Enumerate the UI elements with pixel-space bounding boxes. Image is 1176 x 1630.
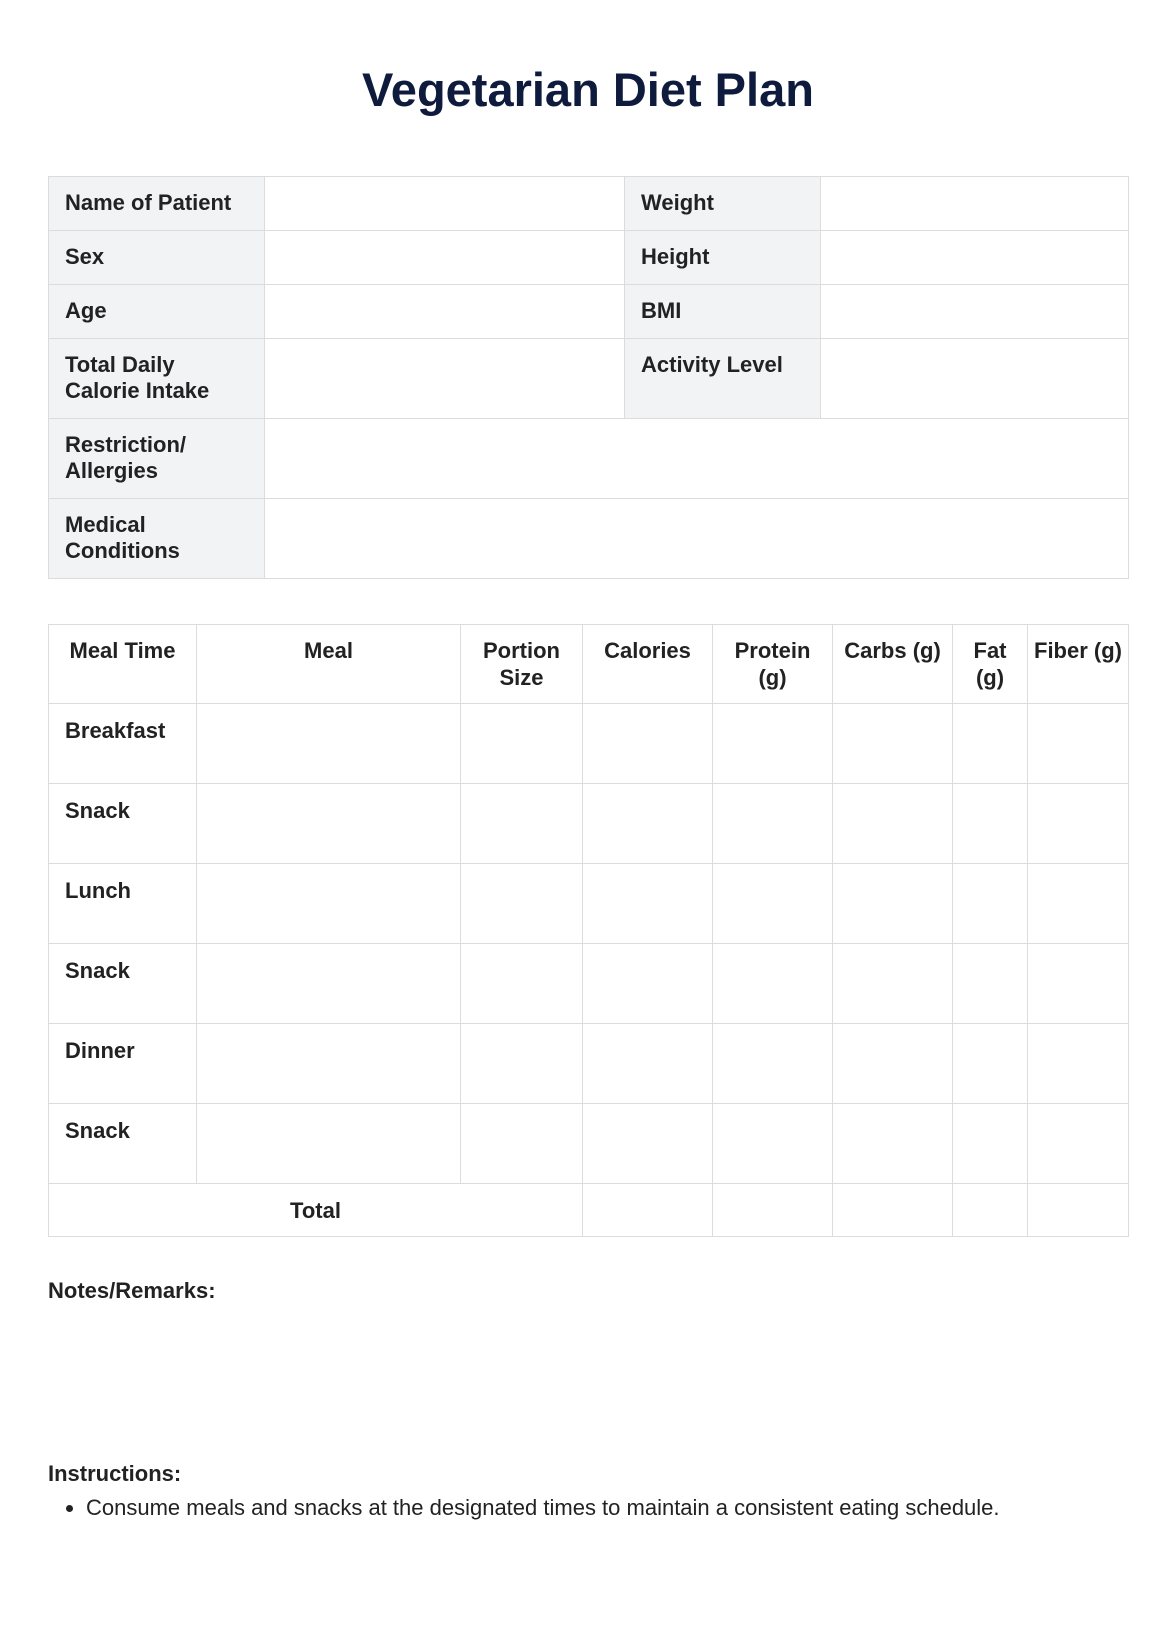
cell[interactable] [197,704,461,784]
cell[interactable] [713,944,833,1024]
info-row [49,339,1129,419]
cell[interactable] [583,944,713,1024]
total-carbs-cell[interactable] [833,1184,953,1237]
weight-field[interactable] [821,177,1129,231]
total-row [49,1184,1129,1237]
sex-field[interactable] [265,231,625,285]
notes-remarks-label: Notes/Remarks: [48,1278,216,1303]
weight-label: Weight [625,177,821,231]
table-row [49,704,1129,784]
table-row [49,1104,1129,1184]
cell[interactable] [953,1024,1028,1104]
table-row [49,864,1129,944]
medical-conditions-label: Medical Conditions [49,499,265,579]
cell[interactable] [583,704,713,784]
info-row [49,177,1129,231]
info-row [49,499,1129,579]
cell[interactable] [1028,704,1129,784]
meal-table-header [49,625,1129,704]
cell[interactable] [713,1104,833,1184]
cell[interactable] [713,1024,833,1104]
cell[interactable] [461,944,583,1024]
meal-time-lunch: Lunch [49,864,197,944]
table-row [49,784,1129,864]
cell[interactable] [953,784,1028,864]
meal-time-snack-2: Snack [49,944,197,1024]
cell[interactable] [197,944,461,1024]
cell[interactable] [1028,944,1129,1024]
total-label: Total [49,1184,583,1237]
info-row [49,231,1129,285]
cell[interactable] [953,944,1028,1024]
cell[interactable] [713,784,833,864]
total-fiber-cell[interactable] [1028,1184,1129,1237]
cell[interactable] [1028,1104,1129,1184]
bmi-field[interactable] [821,285,1129,339]
cell[interactable] [583,1024,713,1104]
age-field[interactable] [265,285,625,339]
cell[interactable] [953,704,1028,784]
activity-level-field[interactable] [821,339,1129,419]
meal-plan-table [48,624,1129,1237]
header-portion-size: Portion Size [461,625,583,704]
cell[interactable] [197,1024,461,1104]
cell[interactable] [583,864,713,944]
medical-conditions-field[interactable] [265,499,1129,579]
cell[interactable] [713,704,833,784]
table-row [49,944,1129,1024]
cell[interactable] [953,864,1028,944]
height-field[interactable] [821,231,1129,285]
table-row [49,1024,1129,1104]
meal-time-breakfast: Breakfast [49,704,197,784]
instructions-label: Instructions: [48,1461,182,1486]
calorie-intake-label: Total Daily Calorie Intake [49,339,265,419]
header-meal: Meal [197,625,461,704]
cell[interactable] [833,704,953,784]
info-row [49,419,1129,499]
calorie-intake-field[interactable] [265,339,625,419]
meal-time-snack-1: Snack [49,784,197,864]
age-label: Age [49,285,265,339]
cell[interactable] [461,1104,583,1184]
cell[interactable] [1028,784,1129,864]
header-carbs: Carbs (g) [833,625,953,704]
bmi-label: BMI [625,285,821,339]
cell[interactable] [461,1024,583,1104]
instructions-list [48,1493,1166,1523]
patient-info-table [48,176,1129,579]
cell[interactable] [1028,1024,1129,1104]
restrictions-label: Restriction/ Allergies [49,419,265,499]
cell[interactable] [197,784,461,864]
name-of-patient-label: Name of Patient [49,177,265,231]
total-protein-cell[interactable] [713,1184,833,1237]
cell[interactable] [713,864,833,944]
cell[interactable] [833,1024,953,1104]
cell[interactable] [833,1104,953,1184]
name-of-patient-field[interactable] [265,177,625,231]
height-label: Height [625,231,821,285]
cell[interactable] [583,1104,713,1184]
list-item: • Consume meals and snacks at the designated times to maintain a consistent eating schedule. [86,1493,1166,1523]
total-calories-cell[interactable] [583,1184,713,1237]
meal-time-dinner: Dinner [49,1024,197,1104]
cell[interactable] [953,1104,1028,1184]
cell[interactable] [583,784,713,864]
header-protein: Protein (g) [713,625,833,704]
header-fat: Fat (g) [953,625,1028,704]
cell[interactable] [1028,864,1129,944]
meal-time-snack-3: Snack [49,1104,197,1184]
cell[interactable] [833,784,953,864]
cell[interactable] [833,944,953,1024]
cell[interactable] [833,864,953,944]
activity-level-label: Activity Level [625,339,821,419]
info-row [49,285,1129,339]
header-calories: Calories [583,625,713,704]
header-fiber: Fiber (g) [1028,625,1129,704]
cell[interactable] [461,864,583,944]
sex-label: Sex [49,231,265,285]
header-meal-time: Meal Time [49,625,197,704]
cell[interactable] [461,704,583,784]
restrictions-field[interactable] [265,419,1129,499]
cell[interactable] [197,1104,461,1184]
cell[interactable] [197,864,461,944]
total-fat-cell[interactable] [953,1184,1028,1237]
page-title: Vegetarian Diet Plan [362,63,814,116]
cell[interactable] [461,784,583,864]
